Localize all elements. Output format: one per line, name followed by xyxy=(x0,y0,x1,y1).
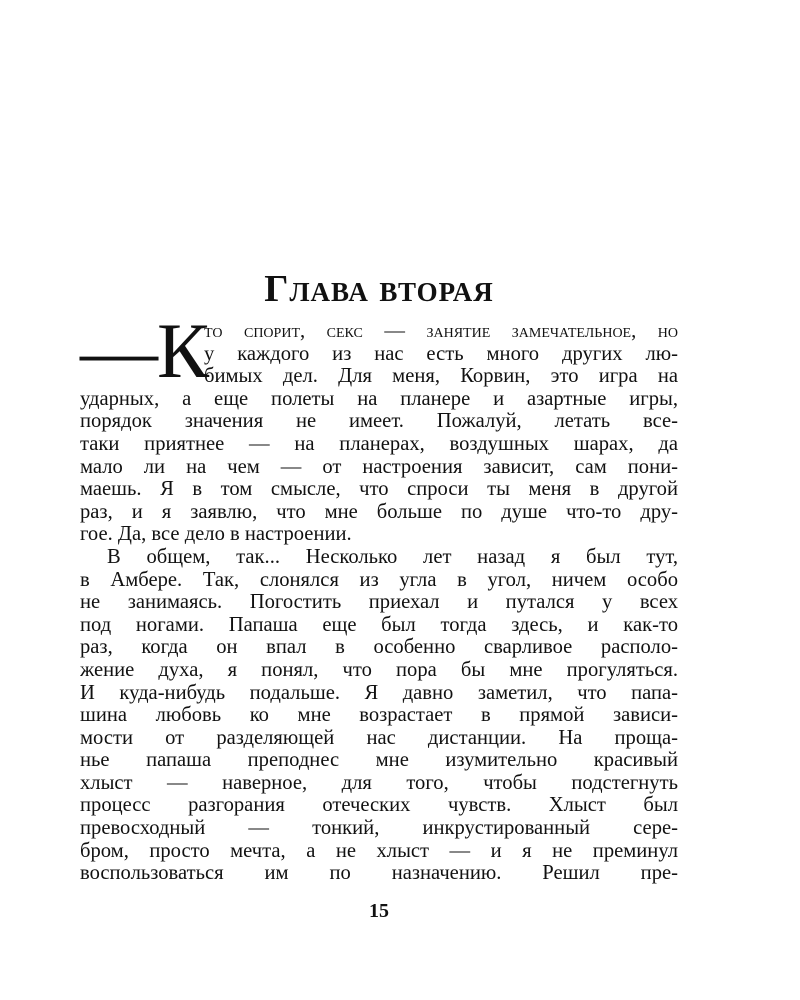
text-line: в Амбере. Так, слонялся из угла в угол, ничем особо xyxy=(80,568,678,591)
text-line: процесс разгорания отеческих чувств. Хлыст был xyxy=(80,794,678,817)
text-line: порядок значения не имеет. Пожалуй, летать все- xyxy=(80,410,678,433)
chapter-text xyxy=(80,307,678,885)
drop-cap: —К xyxy=(80,307,209,394)
text-line: маешь. Я в том смысле, что спроси ты меня в другой xyxy=(80,478,678,501)
text-line: таки приятнее — на планерах, воздушных шарах, да xyxy=(80,432,678,455)
text-line: раз, когда он впал в особенно сварливое располо- xyxy=(80,636,678,659)
text-line: не занимаясь. Погостить приехал и путался у всех xyxy=(80,591,678,614)
text-line: превосходный — тонкий, инкрустированный сере- xyxy=(80,817,678,840)
text-line: раз, и я заявлю, что мне больше по душе что-то дру- xyxy=(80,500,678,523)
text-line: у каждого из нас есть много других лю- xyxy=(204,342,678,365)
text-line: жение духа, я понял, что пора бы мне прогуляться. xyxy=(80,658,678,681)
text-line: бимых дел. Для меня, Корвин, это игра на xyxy=(204,365,678,388)
text-line: гое. Да, все дело в настроении. xyxy=(80,523,352,546)
drop-cap-lines xyxy=(204,320,678,388)
text-line: под ногами. Папаша еще был тогда здесь, и как-то xyxy=(80,613,678,636)
text-line: бром, просто мечта, а не хлыст — и я не преминул xyxy=(80,839,678,862)
paragraph-1 xyxy=(80,388,678,546)
text-line: шина любовь ко мне возрастает в прямой зависи- xyxy=(80,704,678,727)
chapter-title: Глава вторая xyxy=(264,268,494,311)
text-line: хлыст — наверное, для того, чтобы подстегнуть xyxy=(80,771,678,794)
text-line: В общем, так... Несколько лет назад я был тут, xyxy=(107,545,678,568)
book-page xyxy=(80,0,678,1000)
text-line: ударных, а еще полеты на планере и азартные игры, xyxy=(80,387,678,410)
paragraph-2 xyxy=(80,546,678,885)
text-line: И куда-нибудь подальше. Я давно заметил, что папа- xyxy=(80,681,678,704)
opening-block xyxy=(80,307,678,394)
page-number: 15 xyxy=(369,900,389,922)
text-line: мости от разделяющей нас дистанции. На проща- xyxy=(80,726,678,749)
text-line: то спорит, секс — занятие замечательное, но xyxy=(204,320,678,342)
text-line: мало ли на чем — от настроения зависит, сам пони- xyxy=(80,455,678,478)
text-line: нье папаша преподнес мне изумительно красивый xyxy=(80,749,678,772)
text-line: воспользоваться им по назначению. Решил пре- xyxy=(80,862,678,885)
